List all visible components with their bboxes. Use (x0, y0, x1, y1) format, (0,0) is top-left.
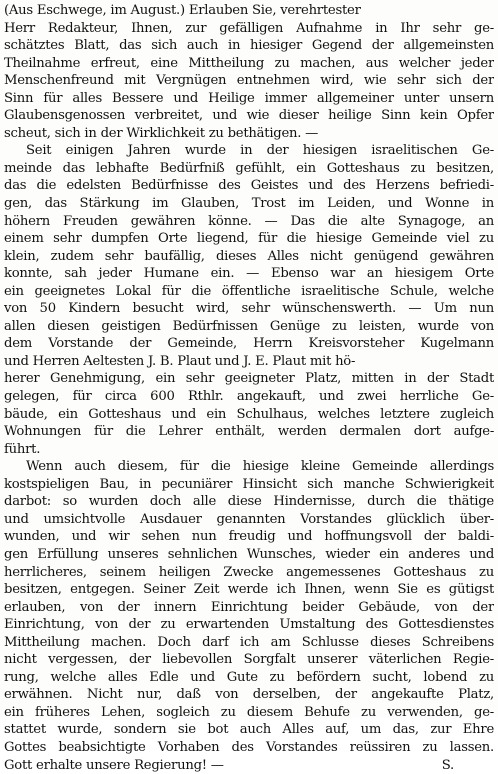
article-line: rung, welche alles Edle und Gute zu befördern sucht, lobend zu (4, 669, 494, 685)
article-line (4, 757, 494, 774)
article-line: bäude, ein Gotteshaus und ein Schulhaus, welches letztere zugleich (4, 406, 494, 422)
article-line: und Herren Aeltesten J. B. Plaut und J. E. Plaut mit hö- (4, 353, 356, 369)
article-line: Einrichtung, von der zu erwartenden Umstaltung des Gottesdienstes (4, 617, 494, 633)
article-line: Glaubensgenossen verbreitet, und wie dieser heilige Sinn kein Opfer (4, 108, 494, 124)
article-line: einem sehr dumpfen Orte liegend, für die hiesige Gemeinde viel zu (4, 231, 494, 247)
article-line: von 50 Kindern besucht wird, sehr wünschenswerth. — Um nun (4, 301, 494, 317)
article-line: darbot: so wurden doch alle diese Hindernisse, durch die thätige (4, 494, 494, 510)
article-line: dem Vorstande der Gemeinde, Herrn Kreisvorsteher Kugelmann (4, 336, 494, 352)
author-signature: S. (441, 757, 454, 773)
article-line: ein geeignetes Lokal für die öffentliche israelitische Schule, welche (4, 283, 494, 299)
article-line: wunden, und wir sehen nun freudig und hoffnungsvoll der baldi- (4, 529, 494, 545)
article-line: Wohnungen für die Lehrer enthält, werden dermalen dort aufge- (4, 424, 494, 440)
article-line: Theilnahme erfreut, eine Mittheilung zu machen, aus welcher jeder (4, 55, 494, 71)
article-line: (Aus Eschwege, im August.) Erlauben Sie, verehrtester (4, 3, 361, 18)
article-line: besitzen, entgegen. Seiner Zeit werde ich Ihnen, wenn Sie es gütigst (4, 582, 494, 598)
article-line: schätztes Blatt, das sich auch in hiesiger Gegend der allgemeinsten (4, 38, 494, 54)
article-line: stattet wurde, sondern sie bot auch Alles auf, um das, zur Ehre (4, 722, 494, 738)
article-line: kostspieligen Bau, in pecuniärer Hinsicht sich manche Schwierigkeit (4, 476, 494, 492)
article-line: Gottes beabsichtigte Vorhaben des Vorstandes reüssiren zu lassen. (4, 739, 494, 755)
article-line: höhern Freuden gewähren könne. — Das die alte Synagoge, an (4, 213, 494, 229)
article-line: scheut, sich in der Wirklichkeit zu bethätigen. — (4, 125, 319, 141)
article-line: meinde das lebhafte Bedürfniß gefühlt, ein Gotteshaus zu besitzen, (4, 160, 494, 176)
article-line: das die edelsten Bedürfnisse des Geistes und des Herzens befriedi- (4, 178, 494, 194)
article-line: gelegen, für circa 600 Rthlr. angekauft, und zwei herrliche Ge- (4, 389, 494, 405)
article-line: Mittheilung machen. Doch darf ich am Schlusse dieses Schreibens (4, 634, 494, 650)
article-line: Seit einigen Jahren wurde in der hiesigen israelitischen Ge- (26, 143, 494, 159)
article-line: erwähnen. Nicht nur, daß von derselben, der angekaufte Platz, (4, 687, 494, 703)
article-line: klein, zudem sehr baufällig, dieses Alles nicht genügend gewähren (4, 248, 494, 264)
article-line: Sinn für alles Bessere und Heilige immer allgemeiner unter unsern (4, 90, 494, 106)
article-line: gen, das Stärkung im Glauben, Trost im Leiden, und Wonne in (4, 196, 494, 212)
article-line: erlauben, von der innern Einrichtung beider Gebäude, von der (4, 599, 494, 615)
article-line: Herr Redakteur, Ihnen, zur gefälligen Aufnahme in Ihr sehr ge- (4, 20, 494, 36)
article-line: und umsichtvolle Ausdauer genannten Vorstandes glücklich über- (4, 511, 494, 527)
article-line: Wenn auch diesem, für die hiesige kleine Gemeinde allerdings (26, 459, 494, 475)
article-line: herrlicheres, seinem heiligen Zwecke angemessenes Gotteshaus zu (4, 564, 494, 580)
article-line: Menschenfreund mit Vergnügen entnehmen wird, wie sehr sich der (4, 73, 494, 89)
article-line-text: Gott erhalte unsere Regierung! — (4, 757, 224, 773)
article-line: herer Genehmigung, ein sehr geeigneter Platz, mitten in der Stadt (4, 371, 494, 387)
article-line: nicht vergessen, der liebevollen Sorgfalt unserer väterlichen Regie- (4, 652, 494, 668)
article-line: gen Erfüllung unseres sehnlichen Wunsches, wieder ein anderes und (4, 546, 494, 562)
article-line: ein früheres Lehen, sogleich zu diesem Behufe zu verwenden, ge- (4, 704, 494, 720)
article-line: konnte, sah jeder Humane ein. — Ebenso war an hiesigem Orte (4, 266, 494, 282)
article-line: allen diesen geistigen Bedürfnissen Genüge zu leisten, wurde von (4, 318, 494, 334)
article-line: führt. (4, 441, 41, 457)
